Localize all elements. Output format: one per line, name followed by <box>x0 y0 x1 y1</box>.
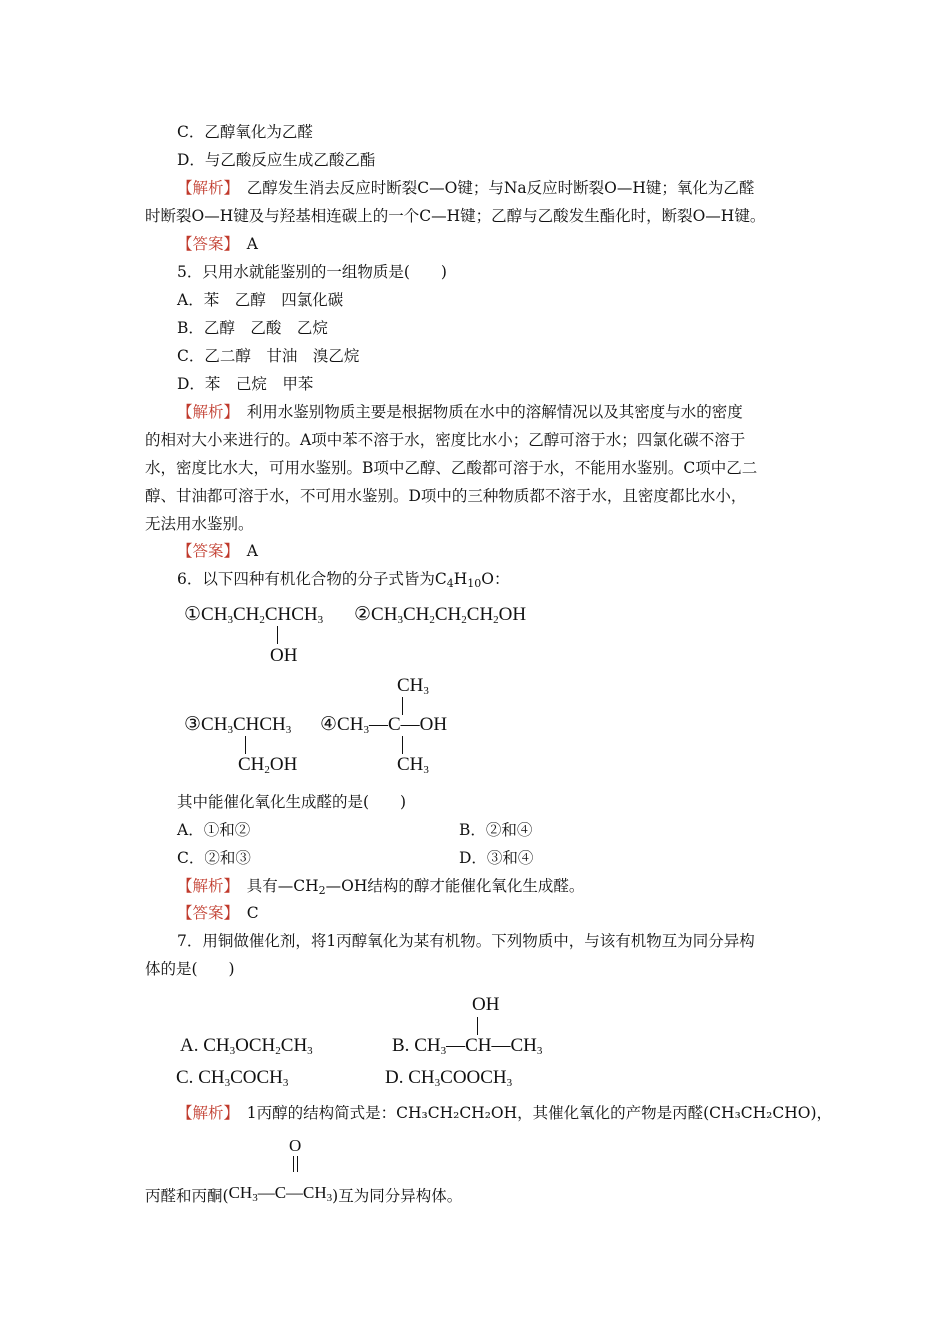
analysis-tag: 【解析】 <box>177 179 232 197</box>
q5-option-c: C．乙二醇 甘油 溴乙烷 <box>177 347 360 365</box>
answer-tag: 【答案】 <box>177 235 232 253</box>
structure-4-bond-bottom <box>402 736 403 754</box>
q5-answer <box>177 541 258 561</box>
q5-option-a: A．苯 乙醇 四氯化碳 <box>177 291 344 309</box>
q4-option-c: C．乙醇氧化为乙醛 <box>177 123 313 141</box>
q5-analysis-line-3: 水，密度比水大，可用水鉴别。B项中乙醇、乙酸都可溶于水，不能用水鉴别。C项中乙二 <box>145 459 758 477</box>
acetone-double-bond-a <box>293 1156 294 1172</box>
analysis-tag: 【解析】 <box>177 1104 232 1122</box>
q7-option-a: A. $CH_3OCH_2CH_3$ <box>180 1035 313 1057</box>
q5-stem: 5．只用水就能鉴别的一组物质是( ) <box>177 263 447 281</box>
q5-analysis-line-1 <box>177 402 743 422</box>
q7-analysis-line-2: 丙醛和丙酮$(CH_3—C—CH_3)$互为同分异构体。 <box>145 1183 463 1205</box>
structure-2-formula: $②CH_3CH_2CH_2CH_2OH$ <box>354 603 527 626</box>
q6-option-a: A．①和② <box>177 821 251 839</box>
analysis-text: 利用水鉴别物质主要是根据物质在水中的溶解情况以及其密度与水的密度 <box>246 403 743 421</box>
q5-analysis-line-2: 的相对大小来进行的。A项中苯不溶于水，密度比水小；乙醇可溶于水；四氯化碳不溶于 <box>145 431 746 449</box>
q5-option-b: B．乙醇 乙酸 乙烷 <box>177 319 328 337</box>
answer-value: A <box>246 235 258 253</box>
structure-3-branch: $CH_2OH$ <box>238 754 298 776</box>
q6-option-b: B．②和④ <box>459 821 533 839</box>
acetone-oxygen: O <box>289 1136 302 1155</box>
analysis-tag: 【解析】 <box>177 877 232 895</box>
structure-4-formula: $④CH_3—C—OH$ <box>320 713 448 736</box>
answer-tag: 【答案】 <box>177 904 232 922</box>
structure-1-bond <box>277 626 278 644</box>
structure-4-bottom: $CH_3$ <box>397 754 429 776</box>
structure-1-oh: OH <box>270 645 298 666</box>
q7-option-b: B. $CH_3—CH—CH_3$ <box>392 1035 543 1057</box>
q7-stem-line-1: 7．用铜做催化剂，将1丙醇氧化为某有机物。下列物质中，与该有机物互为同分异构 <box>177 932 755 950</box>
q6-analysis: 【解析】 具有$—CH_2—OH$结构的醇才能催化氧化生成醛。 <box>177 877 585 897</box>
q6-question: 其中能催化氧化生成醛的是( ) <box>177 793 407 811</box>
q5-analysis-line-4: 醇、甘油都可溶于水，不可用水鉴别。D项中的三种物质都不溶于水，且密度都比水小， <box>145 487 747 505</box>
q6-stem: 6．以下四种有机化合物的分子式皆为$C_4H_{10}O$： <box>177 570 510 590</box>
q6-answer <box>177 903 259 923</box>
q7-option-c: C. $CH_3COCH_3$ <box>176 1067 289 1089</box>
q7-option-d: D. $CH_3COOCH_3$ <box>385 1067 513 1089</box>
q4-analysis-line-1 <box>177 178 754 198</box>
acetone-formula: $CH_3—C—CH_3$ <box>228 1183 333 1204</box>
structure-1-formula: $①CH_3CH_2CHCH_3$ <box>184 603 324 626</box>
q7-analysis-line-1: 【解析】 1丙醇的结构简式是：CH₃CH₂CH₂OH，其催化氧化的产物是丙醛(CH₃CH₂CHO)， <box>177 1104 832 1122</box>
structure-3-formula: $③CH_3CHCH_3$ <box>184 713 292 736</box>
q6-option-d: D．③和④ <box>459 849 534 867</box>
acetone-double-bond-b <box>297 1156 298 1172</box>
q7-option-b-oh: OH <box>472 994 500 1015</box>
structure-4-top: $CH_3$ <box>397 675 429 697</box>
q6-option-c: C．②和③ <box>177 849 251 867</box>
analysis-tag: 【解析】 <box>177 403 232 421</box>
q4-analysis-line-2: 时断裂O—H键及与羟基相连碳上的一个C—H键；乙醇与乙酸发生酯化时，断裂O—H键。 <box>145 207 766 225</box>
analysis-text: 乙醇发生消去反应时断裂C—O键；与Na反应时断裂O—H键；氧化为乙醛 <box>246 179 755 197</box>
q7-option-b-bond <box>477 1017 478 1035</box>
answer-value: A <box>246 542 258 560</box>
q7-stem-line-2: 体的是( ) <box>145 960 235 978</box>
answer-tag: 【答案】 <box>177 542 232 560</box>
structure-3-bond <box>245 736 246 754</box>
q5-option-d: D．苯 己烷 甲苯 <box>177 375 314 393</box>
answer-value: C <box>246 904 259 922</box>
q4-answer <box>177 234 258 254</box>
q4-option-d: D．与乙酸反应生成乙酸乙酯 <box>177 151 376 169</box>
q5-analysis-line-5: 无法用水鉴别。 <box>145 515 254 533</box>
